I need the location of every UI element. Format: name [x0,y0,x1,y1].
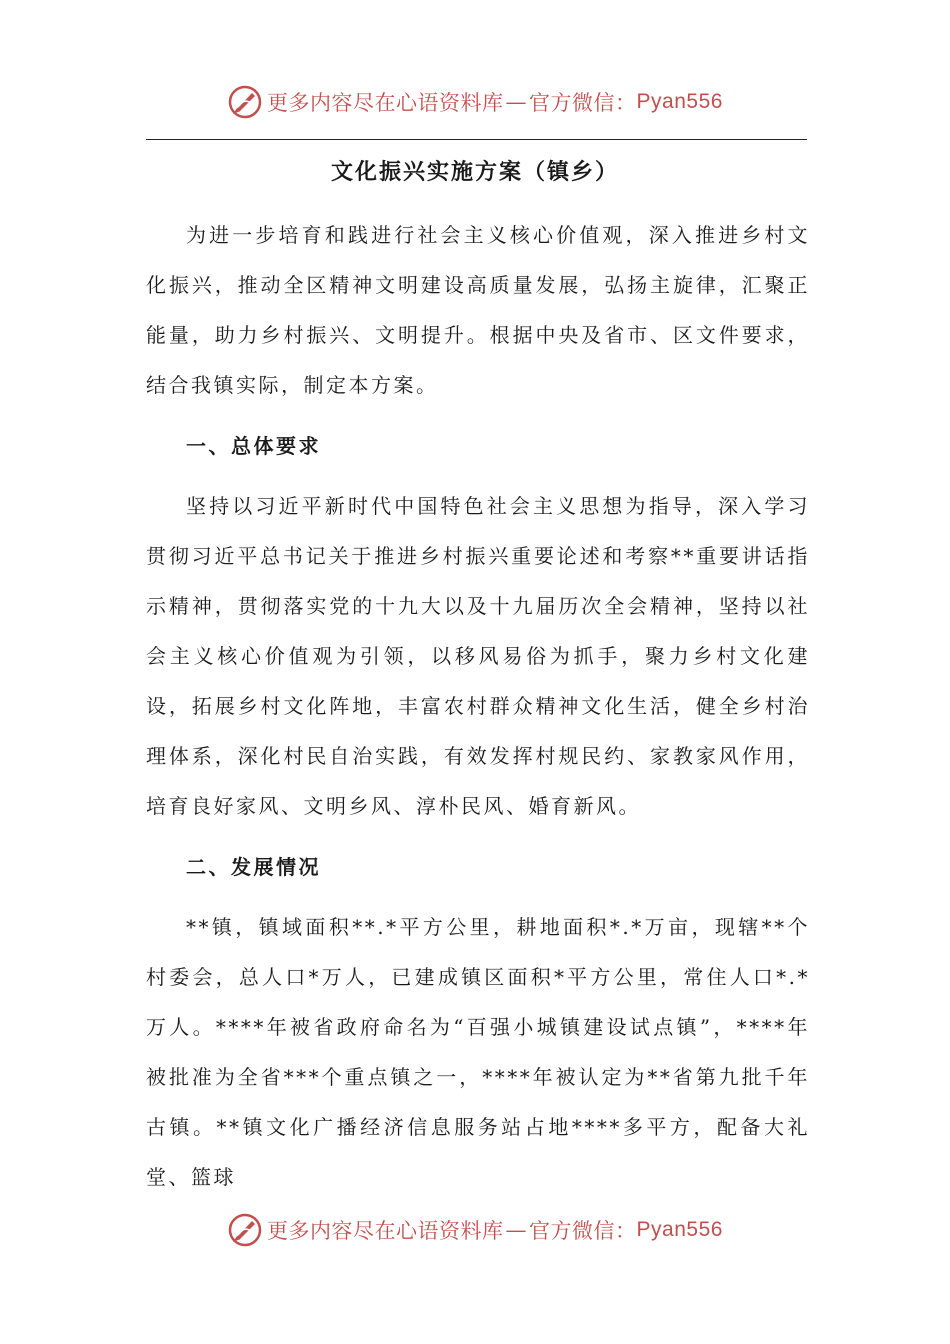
section-paragraph-overall-requirements: 坚持以习近平新时代中国特色社会主义思想为指导，深入学习贯彻习近平总书记关于推进乡村振兴重要论述和考察**重要讲话指示精神，贯彻落实党的十九大以及十九届历次全会精神，坚持以社会主义核心价值观为引领，以移风易俗为抓手，聚力乡村文化建设，拓展乡村文化阵地，丰富农村群众精神文化生活，健全乡村治理体系，深化村民自治实践，有效发挥村规民约、家教家风作用，培育良好家风、文明乡风、淳朴民风、婚育新风。 [146,494,810,818]
header-divider [146,139,807,140]
banner-text: 更多内容尽在心语资料库 [267,91,504,115]
logo-icon [227,1212,263,1248]
header-watermark-banner [0,82,950,122]
banner-text: 更多内容尽在心语资料库 [267,1219,504,1243]
intro-paragraph: 为进一步培育和践进行社会主义核心价值观，深入推进乡村文化振兴，推动全区精神文明建设高质量发展，弘扬主旋律，汇聚正能量，助力乡村振兴、文明提升。根据中央及省市、区文件要求，结合我镇实际，制定本方案。 [146,223,810,397]
wechat-id: Pyan556 [636,1218,723,1241]
document-body [146,210,810,1202]
wechat-label: 官方微信： [529,1219,637,1243]
section-heading-development: 二、发展情况 [186,855,321,879]
logo-icon [227,84,263,120]
section-paragraph-development: **镇，镇域面积**.*平方公里，耕地面积*.*万亩，现辖**个村委会，总人口*万人，已建成镇区面积*平方公里，常住人口*.*万人。****年被省政府命名为“百强小城镇建设试点镇”，****年被批准为全省***个重点镇之一，****年被认定为**省第九批千年古镇。**镇文化广播经济信息服务站占地****多平方，配备大礼堂、篮球 [146,915,810,1189]
banner-dash: — [505,90,528,114]
document-title: 文化振兴实施方案（镇乡） [330,159,619,185]
wechat-label: 官方微信： [529,91,637,115]
banner-dash: — [505,1218,528,1242]
footer-watermark-banner [0,1210,950,1250]
section-heading-overall-requirements: 一、总体要求 [186,434,321,458]
wechat-id: Pyan556 [636,90,723,113]
